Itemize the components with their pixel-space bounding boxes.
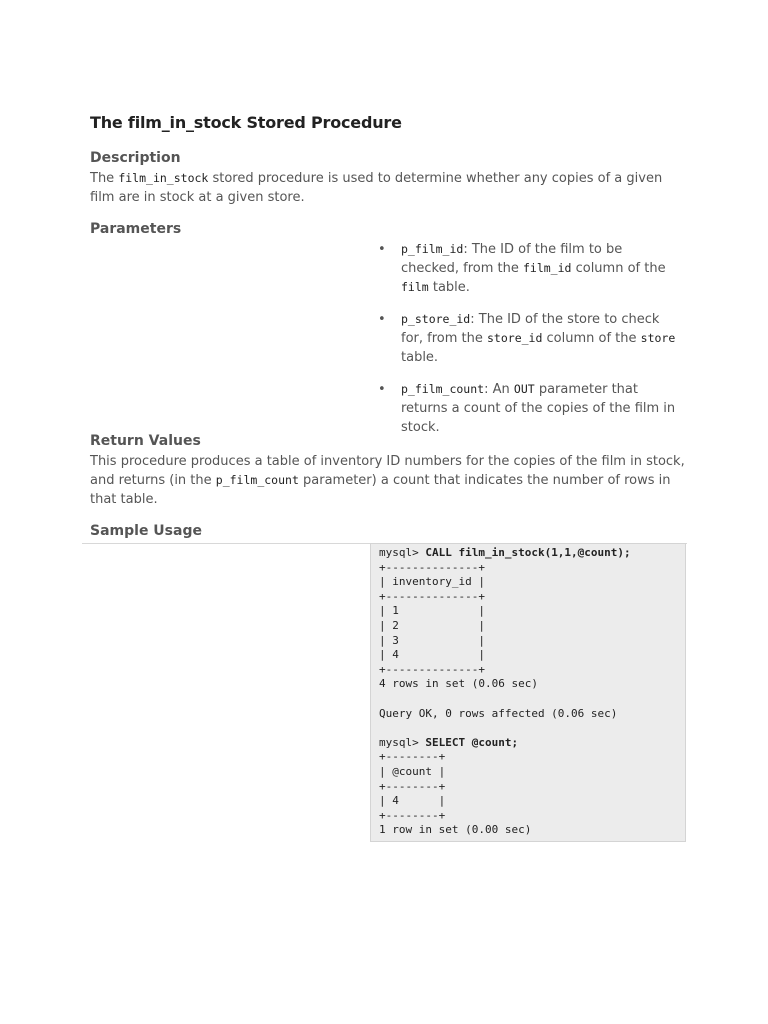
parameter-text: : The ID of the film to be checked, from the — [401, 242, 623, 276]
parameter-text: table. — [432, 280, 470, 295]
table-border: +--------+ — [379, 750, 446, 764]
result-summary: 1 row in set (0.00 sec) — [379, 823, 532, 837]
return-values-text-before: This procedure produces a table of inventory ID numbers for the copies of the film in stock, and returns (in the — [90, 454, 685, 488]
parameter-name: p_store_id — [401, 312, 471, 326]
parameter-item-p-film-count — [378, 380, 678, 437]
parameter-text: parameter that returns a count of the copies of the film in stock. — [401, 382, 676, 435]
table-header: | inventory_id | — [379, 575, 485, 589]
sample-code-output — [379, 546, 631, 838]
table-header: | @count | — [379, 764, 446, 778]
sample-usage-heading: Sample Usage — [90, 523, 202, 539]
result-summary: 4 rows in set (0.06 sec) — [379, 677, 538, 691]
description-text — [90, 169, 690, 207]
table-border: +--------------+ — [379, 589, 485, 603]
parameter-text: table. — [401, 350, 439, 365]
description-text-before: The — [90, 171, 115, 186]
parameter-name: p_film_count — [401, 382, 485, 396]
sql-command: SELECT @count; — [425, 735, 519, 749]
parameter-text: : The ID of the store to check for, from the — [401, 312, 660, 346]
mysql-prompt: mysql> — [379, 546, 426, 559]
description-code: film_in_stock — [118, 171, 209, 185]
parameter-code: film_id — [522, 261, 572, 275]
table-border: +--------------+ — [379, 662, 485, 676]
parameter-text: column of the — [546, 331, 637, 346]
return-values-text-after: parameter) a count that indicates the number of rows in that table. — [90, 473, 671, 507]
return-values-heading: Return Values — [90, 433, 201, 449]
table-row: | 2 | — [379, 618, 485, 632]
description-text-after: stored procedure is used to determine whether any copies of a given film are in stock at a given store. — [90, 171, 663, 205]
table-border: +--------+ — [379, 779, 446, 793]
parameter-code: film — [401, 280, 429, 294]
parameter-code: store_id — [487, 331, 543, 345]
parameter-code: store — [640, 331, 676, 345]
bullet-icon: • — [378, 312, 386, 327]
return-values-text — [90, 452, 690, 509]
sample-code-box — [370, 543, 686, 842]
parameter-text: : An — [484, 382, 510, 397]
sql-command: CALL film_in_stock(1,1,@count); — [425, 546, 631, 559]
table-row: | 4 | — [379, 794, 446, 808]
parameter-text: column of the — [575, 261, 666, 276]
parameters-heading: Parameters — [90, 221, 182, 237]
table-row: | 4 | — [379, 648, 485, 662]
table-border: +--------+ — [379, 808, 446, 822]
parameters-list — [378, 240, 678, 450]
mysql-prompt: mysql> — [379, 735, 426, 749]
bullet-icon: • — [378, 242, 386, 257]
parameter-name: p_film_id — [401, 242, 464, 256]
parameter-code: OUT — [513, 382, 535, 396]
table-border: +--------------+ — [379, 560, 485, 574]
description-heading: Description — [90, 150, 181, 166]
bullet-icon: • — [378, 382, 386, 397]
return-values-code: p_film_count — [215, 473, 299, 487]
parameter-item-p-store-id — [378, 310, 678, 367]
query-ok-message: Query OK, 0 rows affected (0.06 sec) — [379, 706, 618, 720]
page-title: The film_in_stock Stored Procedure — [90, 113, 402, 132]
parameter-item-p-film-id — [378, 240, 678, 297]
table-row: | 3 | — [379, 633, 485, 647]
table-row: | 1 | — [379, 604, 485, 618]
